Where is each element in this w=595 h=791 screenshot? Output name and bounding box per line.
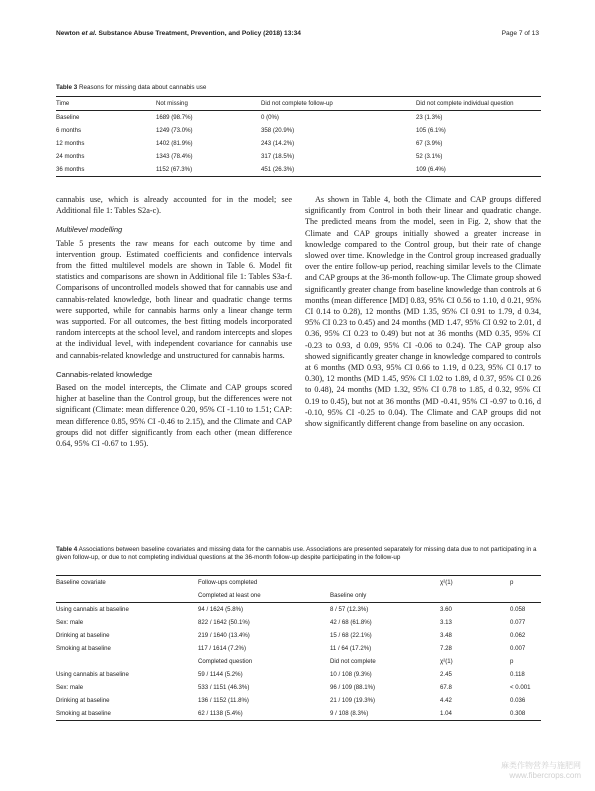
table-cell: 243 (14.2%) [261, 140, 295, 147]
page-header [56, 30, 539, 37]
paragraph: cannabis use, which is already accounted for in the model; see Additional file 1: Tables S2a-c). [56, 195, 292, 216]
table-cell: Did not complete [330, 658, 376, 665]
table-cell: p [510, 576, 541, 590]
table-cell: 105 (6.1%) [416, 127, 446, 134]
table-cell [56, 655, 198, 668]
table-cell: 24 months [56, 153, 85, 160]
table-cell: Baseline [56, 114, 80, 121]
table-cell: 0.308 [510, 707, 541, 721]
running-header: Newton et al. Substance Abuse Treatment, Prevention, and Policy (2018) 13:34 [56, 30, 301, 37]
table-cell: 12 months [56, 140, 85, 147]
table-cell: 62 / 1138 (5.4%) [198, 707, 330, 721]
table-row [56, 694, 541, 707]
table-cell: 59 / 1144 (5.2%) [198, 671, 243, 678]
paragraph: Table 5 presents the raw means for each outcome by time and intervention group. Estimated coefficients and confidence intervals from the fitted multilevel models are shown in Table 6. Model fit statistics and comparisons are shown in Additional file 1: Tables S3a-f. Comparisons of uncontrolled models showed that for cannabis use and cannabis-related knowledge, both linear and quadratic change terms were supported, while for cannabis harms only a linear change term was supported. For all outcomes, the best fitting models incorporated random intercepts at the school level, and random intercepts and slopes at the individual level, with independent covariance for cannabis use and cannabis-related knowledge and unstructured for cannabis harms. [56, 238, 292, 360]
table4 [56, 575, 541, 721]
table-cell [56, 589, 198, 603]
table-cell: Sex: male [56, 684, 84, 691]
table-cell: Drinking at baseline [56, 697, 110, 704]
table-row [56, 629, 541, 642]
table-cell: Using cannabis at baseline [56, 606, 129, 613]
table-cell: 8 / 57 (12.3%) [330, 606, 369, 613]
table-cell: Smoking at baseline [56, 707, 198, 721]
table-row [56, 642, 541, 655]
table-cell: 0.036 [510, 697, 526, 704]
table-cell: 822 / 1642 (50.1%) [198, 619, 250, 626]
table-row [56, 681, 541, 694]
table-cell: 15 / 68 (22.1%) [330, 632, 372, 639]
table-row [56, 576, 541, 590]
paragraph: As shown in Table 4, both the Climate and CAP groups differed significantly from Control in both their linear and quadratic change. The predicted means from the model, seen in Fig. 2, show that the Climate and CAP groups initially showed a greater increase in knowledge compared to the Control group, but their rate of change slowed over time. Knowledge in the Control group increased gradually over the entire follow-up period, reaching similar levels to the Climate and CAP groups at the 36-month follow-up. The Climate group showed significantly greater change from baseline knowledge than controls at 6 months (mean difference [MD] 0.83, 95% CI 0.56 to 1.10, d 0.21, 95% CI 0.14 to 0.28), 12 months (MD 1.35, 95% CI 0.91 to 1.79, d 0.34, 95% CI 0.23 to 0.45) and 24 months (MD 1.47, 95% CI 0.92 to 2.01, d 0.36, 95% CI 0.23 to 0.49) but not at 36 months (MD 0.35, 95% CI -0.23 to 0.93, d 0.09, 95% CI -0.06 to 0.24). The CAP group also showed significantly greater change in knowledge compared to controls at 6 months (MD 0.93, 95% CI 0.66 to 1.19, d 0.23, 95% CI 0.17 to 0.30), 12 months (MD 1.45, 95% CI 1.02 to 1.89, d 0.37, 95% CI 0.26 to 0.48), 24 months (MD 1.32, 95% CI 0.78 to 1.85, d 0.32, 95% CI 0.19 to 0.45), but not at 36 months (MD -0.41, 95% CI -0.97 to 0.16, d -0.10, 95% CI -0.25 to 0.04). The Climate and CAP groups did not show significantly different change from baseline on any occasion. [305, 195, 541, 429]
table-cell: 6 months [56, 127, 82, 134]
table-cell: 1343 (78.4%) [156, 153, 193, 160]
table-cell: Drinking at baseline [56, 632, 110, 639]
table-row [56, 603, 541, 617]
table-cell: 358 (20.9%) [261, 127, 295, 134]
table-cell: 1402 (81.9%) [156, 140, 193, 147]
table-cell: 52 (3.1%) [416, 153, 443, 160]
table-cell: Completed at least one [198, 589, 330, 603]
table-cell: 2.45 [440, 671, 452, 678]
section-heading: Cannabis-related knowledge [56, 369, 153, 379]
table-cell: 7.28 [440, 645, 452, 652]
paragraph: Based on the model intercepts, the Climate and CAP groups scored higher at baseline than the Control group, but the differences were not significant (Climate: mean difference 0.20, 95% CI -1.10 to 1.51; CAP: mean difference 0.85, 95% CI -0.46 to 2.15), and the Climate and CAP groups did not differ significantly from each other (mean difference 0.64, 95% CI -0.67 to 1.95). [56, 383, 292, 449]
table-row [56, 589, 541, 603]
table-cell: 21 / 109 (19.3%) [330, 697, 376, 704]
table-cell: 533 / 1151 (46.3%) [198, 684, 250, 691]
table-row [56, 111, 541, 125]
table-cell: Follow-ups completed [198, 576, 330, 590]
page-number: Page 7 of 13 [501, 30, 539, 37]
table-cell: 317 (18.5%) [261, 153, 295, 160]
table-row [56, 707, 541, 721]
section-heading: Multilevel modelling [56, 225, 123, 235]
table-cell: 0.062 [510, 632, 526, 639]
table-cell: Sex: male [56, 619, 84, 626]
table-cell: 3.60 [440, 606, 452, 613]
table-row [56, 616, 541, 629]
table-row [56, 163, 541, 177]
table-cell: χ²(1) [440, 658, 453, 665]
table-cell: 0.118 [510, 671, 525, 678]
table-cell: Baseline covariate [56, 576, 198, 590]
table-cell: 42 / 68 (61.8%) [330, 619, 372, 626]
table-cell [440, 589, 510, 603]
table-cell: Completed question [198, 658, 253, 665]
table-cell: χ²(1) [440, 576, 510, 590]
table-row [56, 150, 541, 163]
table-cell: 67 (3.9%) [416, 140, 443, 147]
table-row [56, 124, 541, 137]
table3-header-row [56, 97, 541, 111]
table-row [56, 668, 541, 681]
table3-col-header: Did not complete follow-up [261, 97, 416, 111]
table-cell: Using cannabis at baseline [56, 671, 129, 678]
table-cell: 117 / 1614 (7.2%) [198, 645, 246, 652]
table3-col-header: Did not complete individual question [416, 97, 541, 111]
table-cell: 3.48 [440, 632, 452, 639]
table-cell: 10 / 108 (9.3%) [330, 671, 372, 678]
table-cell: 1152 (67.3%) [156, 163, 261, 177]
table4-caption: Table 4 Associations between baseline covariates and missing data for the cannabis use. Associations are presented separately for missing data due to not participating in a given follow-up, or due to not completing individual questions at the 36-month follow-up despite participating in the follow-up [56, 546, 537, 562]
table-cell: 451 (26.3%) [261, 163, 416, 177]
table-cell: 0 (0%) [261, 114, 279, 121]
table3 [56, 96, 541, 177]
table-cell: 219 / 1640 (13.4%) [198, 632, 250, 639]
table-cell: Smoking at baseline [56, 645, 111, 652]
watermark: 麻类作物营养与施肥网 www.fibercrops.com [501, 761, 581, 780]
table-cell: 0.058 [510, 606, 526, 613]
table3-col-header: Not missing [156, 97, 261, 111]
table-cell: 109 (6.4%) [416, 163, 541, 177]
right-column [305, 194, 541, 429]
table-row [56, 655, 541, 668]
table-cell: 36 months [56, 163, 156, 177]
table-cell: 1689 (98.7%) [156, 114, 193, 121]
table-row [56, 137, 541, 150]
table-cell [330, 576, 440, 590]
table-cell: 96 / 109 (88.1%) [330, 684, 376, 691]
table-cell: < 0.001 [510, 684, 531, 691]
table-cell: 11 / 64 (17.2%) [330, 645, 372, 652]
left-column [56, 194, 292, 449]
table-cell: 23 (1.3%) [416, 114, 443, 121]
table-cell: 1.04 [440, 707, 510, 721]
table-cell: 9 / 108 (8.3%) [330, 707, 440, 721]
table-cell: 67.8 [440, 684, 452, 691]
table-cell: 94 / 1624 (5.8%) [198, 606, 244, 613]
table-cell: p [510, 658, 514, 665]
table-cell: 1249 (73.0%) [156, 127, 193, 134]
table-cell: 136 / 1152 (11.8%) [198, 697, 249, 704]
table3-caption: Table 3 Reasons for missing data about cannabis use [56, 84, 207, 91]
table-cell [510, 589, 541, 603]
table-cell: 0.077 [510, 619, 526, 626]
table-cell: 4.42 [440, 697, 452, 704]
table-cell: 0.007 [510, 645, 526, 652]
table-cell: 3.13 [440, 619, 452, 626]
table3-col-header: Time [56, 97, 156, 111]
table-cell: Baseline only [330, 589, 440, 603]
